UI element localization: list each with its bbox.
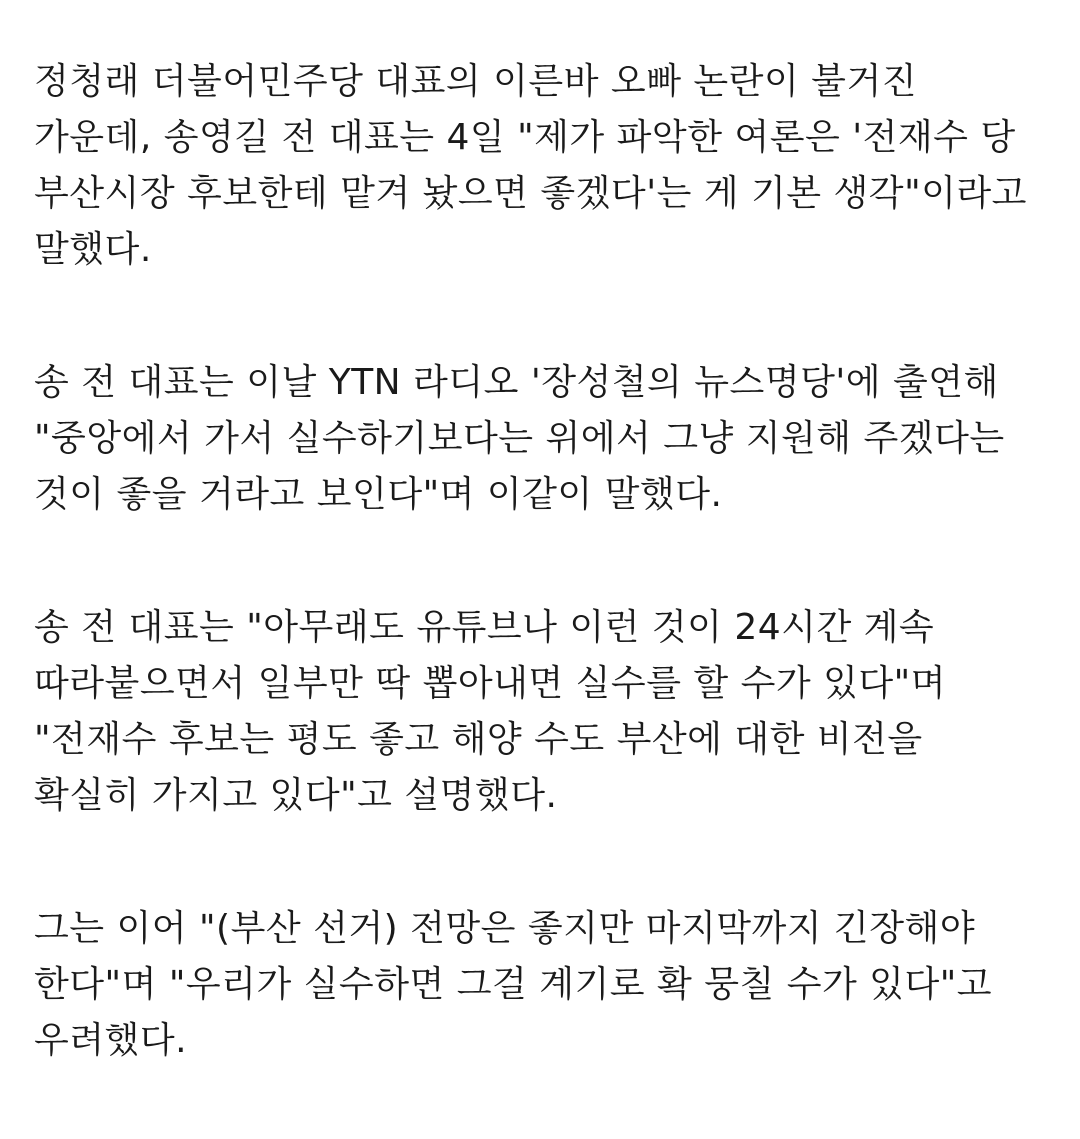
article-paragraph-2: 송 전 대표는 이날 YTN 라디오 '장성철의 뉴스명당'에 출연해 "중앙에서 가서 실수하기보다는 위에서 그냥 지원해 주겠다는 것이 좋을 거라고 보인다"며 이같이 말했다. — [34, 362, 1005, 515]
article-body — [34, 54, 1034, 1069]
article-paragraph-1: 정청래 더불어민주당 대표의 이른바 오빠 논란이 불거진 가운데, 송영길 전 대표는 4일 "제가 파악한 여론은 '전재수 당 부산시장 후보한테 맡겨 놨으면 좋겠다'는 게 기본 생각"이라고 말했다. — [34, 61, 1027, 270]
article-paragraph-4: 그는 이어 "(부산 선거) 전망은 좋지만 마지막까지 긴장해야 한다"며 "우리가 실수하면 그걸 계기로 확 뭉칠 수가 있다"고 우려했다. — [34, 908, 993, 1061]
article-paragraph-3: 송 전 대표는 "아무래도 유튜브나 이런 것이 24시간 계속 따라붙으면서 일부만 딱 뽑아내면 실수를 할 수가 있다"며 "전재수 후보는 평도 좋고 해양 수도 부산에 대한 비전을 확실히 가지고 있다"고 설명했다. — [34, 607, 947, 816]
